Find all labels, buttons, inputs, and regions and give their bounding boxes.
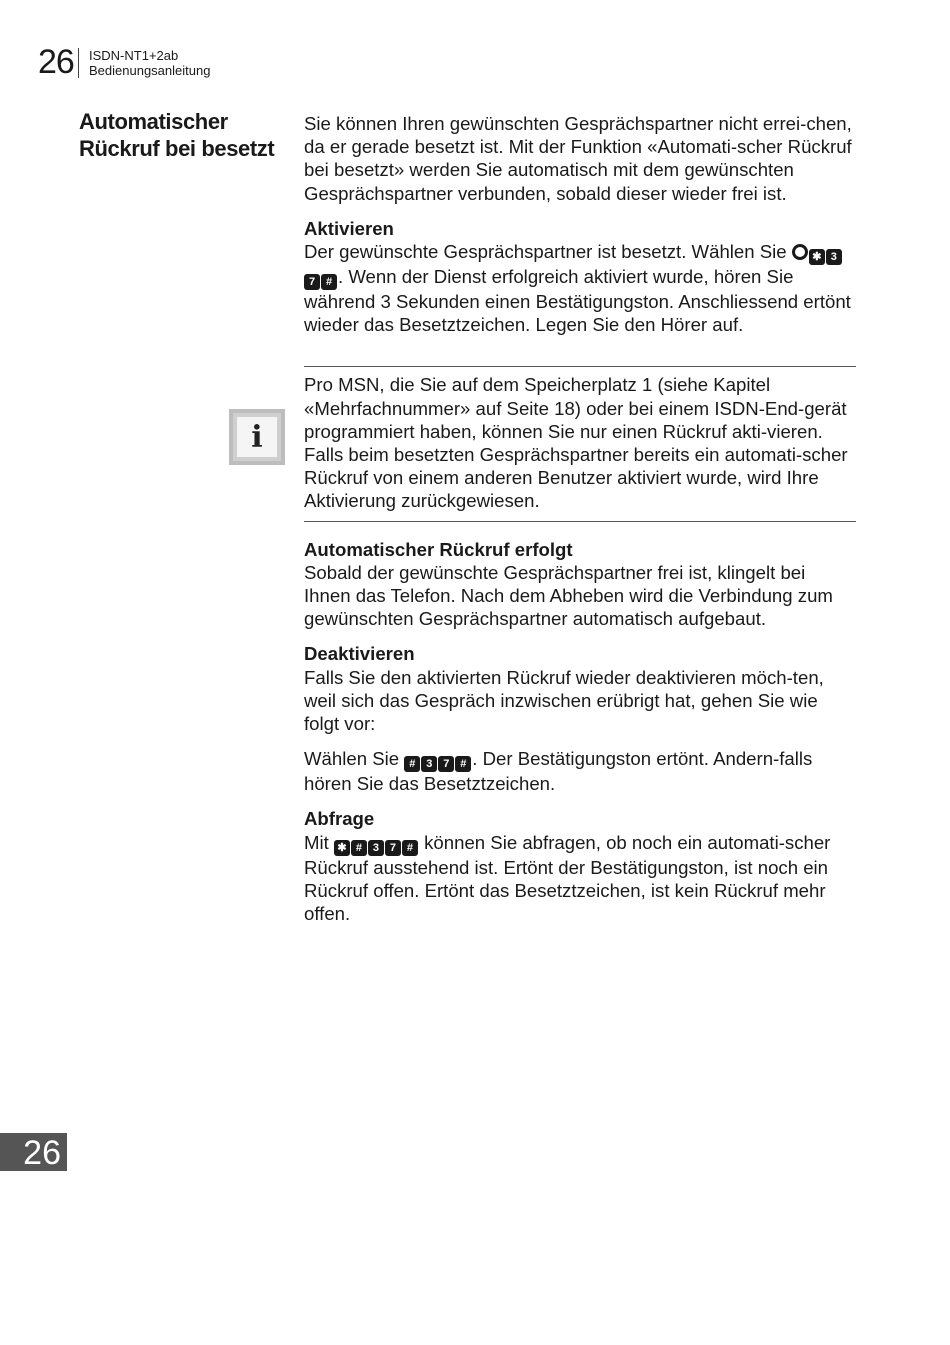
abfrage-keys — [334, 832, 419, 853]
aktivieren-text-before: Der gewünschte Gesprächspartner ist besetzt. Wählen Sie — [304, 241, 787, 263]
section-title — [79, 108, 289, 162]
info-icon — [229, 409, 285, 465]
keypad-key-icon: ✱ — [809, 249, 825, 265]
info-box — [304, 366, 856, 521]
deaktivieren-text-before: Wählen Sie — [304, 748, 400, 770]
header-text — [89, 48, 210, 78]
section-title-line2: Rückruf bei besetzt — [79, 136, 275, 161]
deaktivieren-keys — [404, 748, 472, 769]
main-content — [304, 112, 856, 925]
abfrage-text-before: Mit — [304, 831, 329, 853]
aktivieren-paragraph — [304, 240, 856, 336]
keypad-key-icon — [792, 244, 808, 260]
keypad-key-icon: 7 — [385, 840, 401, 856]
header-divider — [78, 48, 79, 78]
keypad-key-icon: 7 — [304, 274, 320, 290]
erfolgt-paragraph: Sobald der gewünschte Gesprächspartner frei ist, klingelt bei Ihnen das Telefon. Nach dem Abheben wird die Verbindung zum gewünschten Gesprächspartner automatisch aufgebaut. — [304, 561, 833, 630]
erfolgt-heading: Automatischer Rückruf erfolgt — [304, 538, 573, 560]
section-title-line1: Automatischer — [79, 109, 228, 134]
abfrage-text-after: können Sie abfragen, ob noch ein automati-scher Rückruf ausstehend ist. Ertönt der Bestätigungston, ist noch ein Rückruf offen. Ertönt das Besetztzeichen, ist kein Rückruf mehr offen. — [304, 831, 831, 925]
keypad-key-icon: 7 — [438, 756, 454, 772]
keypad-key-icon: # — [455, 756, 471, 772]
intro-paragraph: Sie können Ihren gewünschten Gesprächspartner nicht errei-chen, da er gerade besetzt ist. Mit der Funktion «Automati-scher Rückruf bei besetzt» werden Sie automatisch mit dem gewünschten Gesprächspartner verbunden, sobald dieser wieder frei ist. — [304, 113, 852, 204]
info-paragraph-1: Pro MSN, die Sie auf dem Speicherplatz 1 (siehe Kapitel «Mehrfachnummer» auf Seite 18) oder bei einem ISDN-End-gerät programmiert haben, können Sie nur einen Rückruf akti-vieren. — [304, 374, 847, 442]
keypad-key-icon: ✱ — [334, 840, 350, 856]
header-page-number: 26 — [38, 43, 74, 81]
info-icon-glyph: i — [237, 417, 277, 457]
footer-page-number: 26 — [0, 1133, 67, 1171]
abfrage-paragraph — [304, 831, 856, 926]
info-paragraph-2: Falls beim besetzten Gesprächspartner bereits ein automati-scher Rückruf von einem anderen Benutzer aktiviert wurde, wird Ihre Aktivierung zurückgewiesen. — [304, 444, 848, 512]
deaktivieren-paragraph-2 — [304, 747, 856, 795]
header-product: ISDN-NT1+2ab — [89, 48, 179, 63]
keypad-key-icon: 3 — [826, 249, 842, 265]
deaktivieren-heading: Deaktivieren — [304, 643, 415, 665]
keypad-key-icon: # — [404, 756, 420, 772]
header-doc-type: Bedienungsanleitung — [89, 63, 211, 78]
abfrage-heading: Abfrage — [304, 808, 375, 830]
keypad-key-icon: 3 — [368, 840, 384, 856]
keypad-key-icon: 3 — [421, 756, 437, 772]
keypad-key-icon: # — [351, 840, 367, 856]
keypad-key-icon: # — [321, 274, 337, 290]
keypad-key-icon: # — [402, 840, 418, 856]
aktivieren-text-after: . Wenn der Dienst erfolgreich aktiviert wurde, hören Sie während 3 Sekunden einen Bestätigungston. Anschliessend ertönt wieder das Besetztzeichen. Legen Sie den Hörer auf. — [304, 266, 851, 336]
deaktivieren-text-after: . Der Bestätigungston ertönt. Andern-falls hören Sie das Besetztzeichen. — [304, 748, 813, 795]
deaktivieren-paragraph: Falls Sie den aktivierten Rückruf wieder deaktivieren möch-ten, weil sich das Gespräch inzwischen erübrigt hat, gehen Sie wie folgt vor: — [304, 666, 824, 735]
aktivieren-heading: Aktivieren — [304, 217, 394, 239]
